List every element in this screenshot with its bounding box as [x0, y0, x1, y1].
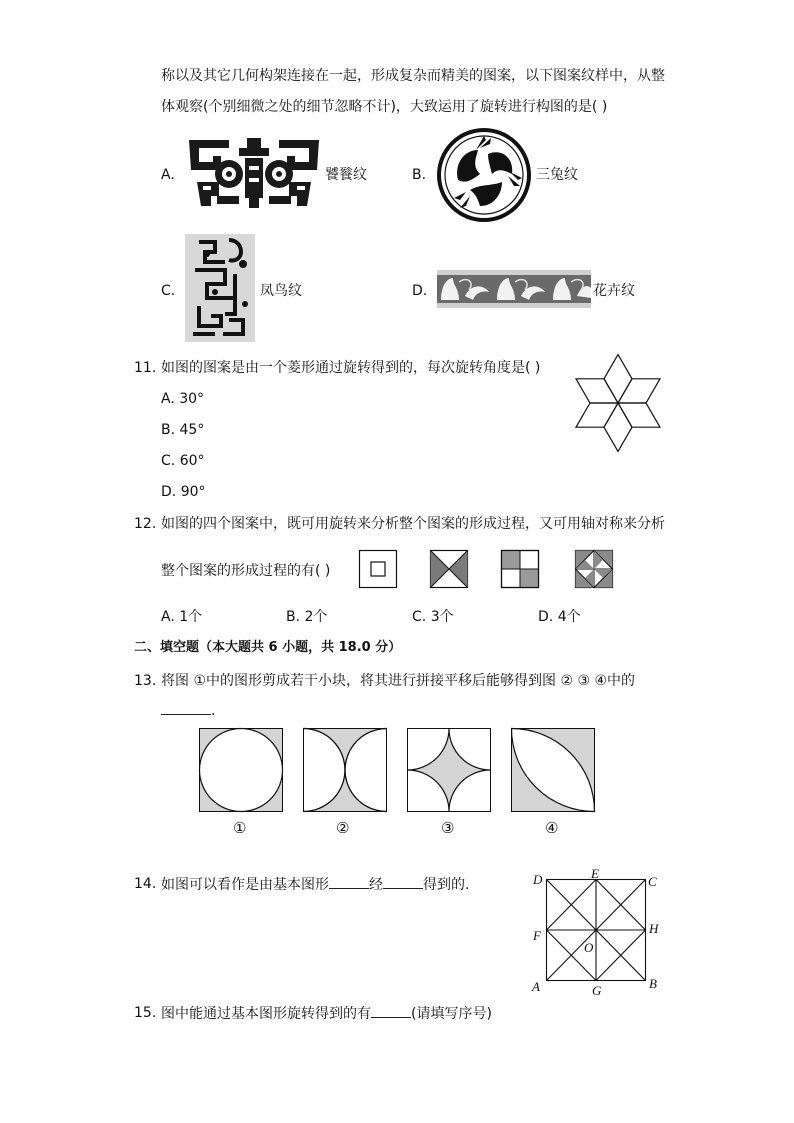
q12-stem-line1: 如图的四个图案中，既可用旋转来分析整个图案的形成过程，又可用轴对称来分析	[161, 516, 665, 532]
q14-number: 14.	[134, 876, 157, 892]
q12-option-d-letter: D.	[538, 609, 554, 625]
q12-pattern-1-nested-squares	[359, 550, 397, 588]
q10-stem-line2: 体观察(个别细微之处的细节忽略不计)，大致运用了旋转进行构图的是( )	[161, 99, 608, 115]
q11-option-a[interactable]	[161, 389, 204, 409]
q14-square-figure	[546, 879, 646, 981]
q11-option-b[interactable]	[161, 420, 204, 440]
q14-point-o: O	[584, 940, 594, 955]
q14-stem-part3: 得到的.	[423, 877, 470, 893]
q12-pattern-2-bowtie	[430, 550, 468, 588]
q14-point-d: D	[533, 872, 543, 887]
q12-option-b-letter: B.	[286, 609, 301, 625]
q10-option-c-name: 凤鸟纹	[260, 283, 302, 299]
q13-label-1: ①	[233, 819, 247, 837]
q13-figure-1-circle-in-square	[199, 728, 283, 812]
taotie-pattern-image	[187, 136, 321, 212]
q12-option-b[interactable]	[286, 607, 327, 627]
q13-label-3: ③	[441, 819, 455, 837]
q10-option-a-name: 饕餮纹	[325, 167, 367, 183]
three-hares-pattern-image	[436, 128, 532, 222]
q11-option-b-letter: B.	[161, 422, 176, 438]
q15-stem-part1: 图中能通过基本图形旋转得到的有	[161, 1006, 371, 1022]
q14-point-h: H	[649, 921, 659, 936]
q11-option-d-text: 90°	[180, 484, 206, 500]
q11-option-c[interactable]	[161, 451, 205, 471]
q13-stem: 将图 ①中的图形剪成若干小块，将其进行拼接平移后能够得到图 ② ③ ④中的	[161, 673, 636, 689]
q13-answer-blank[interactable]	[161, 700, 211, 715]
q11-option-d[interactable]	[161, 482, 206, 502]
q10-option-b-letter[interactable]: B.	[412, 167, 427, 183]
q11-option-d-letter: D.	[161, 484, 177, 500]
q13-figure-2-two-arcs	[303, 728, 387, 812]
q10-option-d-name: 花卉纹	[593, 283, 635, 299]
q14-stem-part1: 如图可以看作是由基本图形	[161, 877, 329, 893]
q11-stem: 如图的图案是由一个菱形通过旋转得到的，每次旋转角度是( )	[161, 360, 541, 376]
q13-figure-4-leaf	[511, 728, 595, 812]
q14-point-f: F	[533, 928, 541, 943]
q12-option-c-letter: C.	[412, 609, 427, 625]
q11-option-a-text: 30°	[179, 391, 205, 407]
phoenix-bird-pattern-image	[185, 234, 255, 342]
q10-option-a-letter[interactable]: A.	[161, 167, 175, 183]
q12-option-a-letter: A.	[161, 609, 175, 625]
q12-option-c[interactable]	[412, 607, 454, 627]
q14-point-b: B	[649, 976, 657, 991]
q11-option-a-letter: A.	[161, 391, 175, 407]
q14-point-c: C	[648, 874, 657, 889]
q14-point-a: A	[532, 979, 540, 994]
q12-option-a-text: 1个	[179, 609, 203, 625]
q14-blank-2[interactable]	[383, 874, 423, 889]
q13-label-2: ②	[336, 819, 350, 837]
q10-option-b-name: 三兔纹	[536, 167, 578, 183]
q12-stem-line2: 整个图案的形成过程的有( )	[161, 563, 331, 579]
q14-point-e: E	[591, 866, 599, 881]
q15-stem	[161, 1003, 492, 1024]
q14-point-g: G	[592, 983, 602, 998]
q14-stem	[161, 874, 469, 895]
q12-pattern-3-checker	[501, 550, 539, 588]
rhombus-star-figure	[574, 352, 662, 454]
q12-pattern-4-pinwheel	[575, 550, 613, 588]
q13-figure-3-concave-star	[407, 728, 491, 812]
q13-answer-line	[161, 700, 215, 721]
floral-strip-pattern-image	[437, 270, 591, 308]
q15-blank[interactable]	[371, 1003, 411, 1018]
q13-label-4: ④	[545, 819, 559, 837]
q12-option-d-text: 4个	[557, 609, 581, 625]
section-title: 二、填空题（本大题共 6 小题，共 18.0 分）	[134, 640, 402, 655]
q10-stem-line1: 称以及其它几何构架连接在一起，形成复杂而精美的图案，以下图案纹样中，从整	[161, 68, 665, 84]
q15-number: 15.	[134, 1005, 157, 1021]
q10-option-c-letter[interactable]: C.	[161, 283, 176, 299]
q10-option-d-letter[interactable]: D.	[412, 283, 428, 299]
q12-number: 12.	[134, 516, 157, 532]
q11-option-c-text: 60°	[179, 453, 205, 469]
q12-option-b-text: 2个	[304, 609, 328, 625]
q12-option-a[interactable]	[161, 607, 202, 627]
q11-option-b-text: 45°	[179, 422, 205, 438]
q14-stem-part2: 经	[369, 877, 383, 893]
q12-option-d[interactable]	[538, 607, 581, 627]
q11-option-c-letter: C.	[161, 453, 176, 469]
q14-blank-1[interactable]	[329, 874, 369, 889]
q13-number: 13.	[134, 673, 157, 689]
q15-stem-part2: (请填写序号)	[411, 1006, 492, 1022]
q12-option-c-text: 3个	[430, 609, 454, 625]
q11-number: 11.	[134, 360, 157, 376]
q13-period: .	[211, 703, 216, 719]
